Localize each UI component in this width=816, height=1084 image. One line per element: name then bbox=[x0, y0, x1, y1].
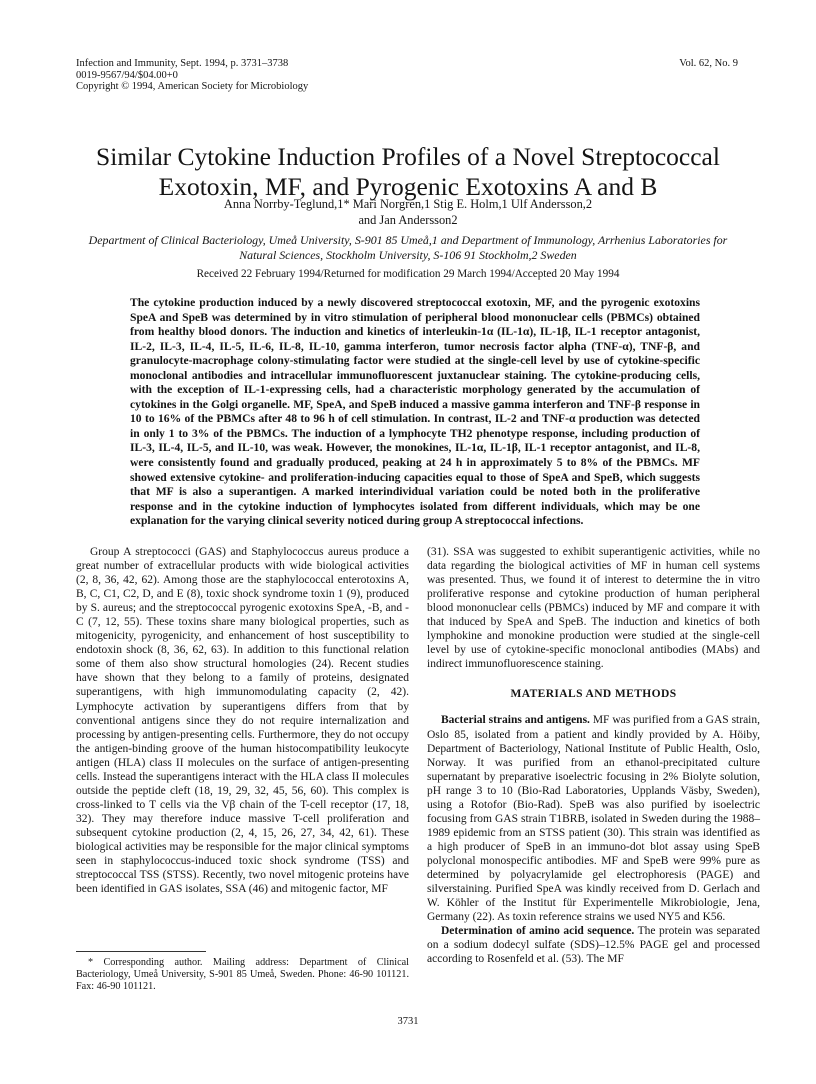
article-title: Similar Cytokine Induction Profiles of a Novel Streptococcal Exotoxin, MF, and Pyrogenic Exotoxins A and B bbox=[96, 142, 720, 201]
issn: 0019-9567/94/$04.00+0 bbox=[76, 69, 178, 81]
body-column-right bbox=[427, 545, 760, 966]
body-column-left bbox=[76, 545, 409, 896]
paragraph-heading: Bacterial strains and antigens. bbox=[441, 714, 590, 727]
paragraph-text: MF was purified from a GAS strain, Oslo 85, isolated from a patient and kindly provided by A. Höiby, Department of Bacteriology, National Institute of Public Health, Oslo, Norway. It was purified from an ethanol-precipitated culture supernatant by preparative isoelectric focusing in 2% Biolyte solution, pH range 3 to 10 (Bio-Rad Laboratories, Upplands Väsby, Sweden), using a Rotofor (Bio-Rad). SpeB was also purified by isoelectric focusing from GAS strain T1BRB, isolated in Sweden during the 1988–1989 epidemic from an STSS patient (30). This strain was identified as a high producer of SpeB in an immuno-dot blot assay using SpeB polyclonal monospecific antibodies. MF and SpeB were 99% pure as determined by polyacrylamide gel electrophoresis (PAGE) and silverstaining. Purified SpeA was kindly received from D. Gerlach and W. Köhler of the Institut für Experimentelle Mikrobiologie, Jena, Germany (22). As toxin reference strains we used NY5 and K56. bbox=[427, 714, 760, 924]
intro-paragraph: Group A streptococci (GAS) and Staphylococcus aureus produce a great number of extracellular products with wide biological activities (2, 8, 36, 42, 62). Among those are the staphylococcal enterotoxins A, B, C, C1, C2, D, and E (8), toxic shock syndrome toxin 1 (9), produced by S. aureus; and the streptococcal pyrogenic exotoxins SpeA, -B, and -C (7, 12, 55). These toxins share many biological properties, such as mitogenicity, pyrogenicity, and enhancement of host susceptibility to endotoxin shock (8, 36, 62, 63). In addition to this functional relation some of them also show structural homologies (24). Recent studies have shown that they belong to a family of proteins, designated superantigens, with high immunomodulating capacity (2, 42). Lymphocyte activation by superantigens differs from that by conventional antigens since they do not require internalization and processing by antigen-presenting cells. Furthermore, they do not occupy the antigen-binding groove of the human histocompatibility leukocyte antigen (HLA) class II molecules on the surface of antigen-presenting cells. Instead the superantigens interact with the HLA class II molecules outside the peptide cleft (18, 19, 29, 32, 45, 56, 60). This complex is cross-linked to T cells via the Vβ chain of the T-cell receptor (17, 18, 32). They may therefore induce massive T-cell proliferation and subsequent cytokine production (2, 4, 15, 26, 27, 34, 42, 61). These biological activities may be responsible for the major clinical symptoms seen in staphylococcus-induced toxic shock syndrome (TSS) and streptococcal TSS (STSS). Recently, two novel mitogenic proteins have been identified in GAS isolates, SSA (46) and mitogenic factor, MF bbox=[76, 546, 409, 896]
authors-line-2: and Jan Andersson2 bbox=[358, 212, 458, 227]
paragraph-text: The protein was separated on a sodium dodecyl sulfate (SDS)–12.5% PAGE gel and processed according to Rosenfeld et al. (53). The MF bbox=[427, 925, 760, 966]
page-number: 3731 bbox=[397, 1016, 419, 1027]
paragraph-heading: Determination of amino acid sequence. bbox=[441, 925, 635, 938]
authors-line-1: Anna Norrby-Teglund,1* Mari Norgren,1 Stig E. Holm,1 Ulf Andersson,2 bbox=[223, 197, 593, 211]
received-dates: Received 22 February 1994/Returned for modification 29 March 1994/Accepted 20 May 1994 bbox=[196, 268, 620, 280]
methods-paragraph-amino-acid bbox=[427, 924, 760, 966]
journal-citation: Infection and Immunity, Sept. 1994, p. 3731–3738 bbox=[76, 58, 289, 69]
corresponding-author-footnote: * Corresponding author. Mailing address: Department of Clinical Bacteriology, Umeå University, S-901 85 Umeå, Sweden. Phone: 46-90 101121. Fax: 46-90 101121. bbox=[76, 957, 409, 993]
footnote-rule bbox=[76, 951, 206, 952]
running-header bbox=[76, 58, 308, 93]
affiliations: Department of Clinical Bacteriology, Umeå University, S-901 85 Umeå,1 and Department of Immunology, Arrhenius Laboratories for Natural Sciences, Stockholm University, S-106 91 Stockholm,2 Sweden bbox=[88, 233, 728, 262]
copyright: Copyright © 1994, American Society for Microbiology bbox=[76, 81, 309, 93]
author-list bbox=[70, 197, 746, 228]
intro-continuation: (31). SSA was suggested to exhibit superantigenic activities, while no data regarding the biological activities of MF in human cell systems was presented. Thus, we found it of interest to determine the in vitro proliferative response and cytokine production of human peripheral blood mononuclear cells (PBMCs) induced by MF and compare it with that induced by SpeA and SpeB. The induction and kinetics of both lymphokine and monokine production were studied at the single-cell level by use of cytokine-specific monoclonal antibodies (MAbs) and indirect immunofluorescence staining. bbox=[427, 546, 760, 671]
abstract: The cytokine production induced by a newly discovered streptococcal exotoxin, MF, and the pyrogenic exotoxins SpeA and SpeB was determined by in vitro stimulation of peripheral blood mononuclear cells (PBMCs) obtained from healthy blood donors. The induction and kinetics of interleukin-1α (IL-1α), IL-1β, IL-1 receptor antagonist, IL-2, IL-3, IL-4, IL-5, IL-6, IL-8, IL-10, gamma interferon, tumor necrosis factor alpha (TNF-α), TNF-β, and granulocyte-macrophage colony-stimulating factor were studied at the single-cell level by use of cytokine-specific monoclonal antibodies and intracellular immunofluorescent juxtanuclear staining. The cytokine-producing cells, with the exception of IL-1-expressing cells, had a characteristic morphology generated by the accumulation of cytokines in the Golgi organelle. MF, SpeA, and SpeB induced a massive gamma interferon and TNF-β response in 10 to 16% of the PBMCs after 48 to 96 h of cell stimulation. In contrast, IL-2 and TNF-α production was detected in only 1 to 3% of the PBMCs. The induction of a lymphocyte TH2 phenotype response, including production of IL-3, IL-4, IL-5, and IL-10, was weak. However, the monokines, IL-1α, IL-1β, IL-1 receptor antagonist, and IL-8, were consistently found and gradually produced, peaking at 24 h in approximately 5 to 8% of the PBMCs. MF showed extensive cytokine- and proliferation-inducing capacities equal to those of SpeA and SpeB, which suggests that MF is also a superantigen. A marked interindividual variation could be noted both in the proliferative response and in the cytokine induction of lymphocytes isolated from different individuals, which may be one explanation for the varying clinical severity noticed during group A streptococcal infections. bbox=[130, 296, 700, 528]
methods-paragraph-bacterial-strains bbox=[427, 713, 760, 924]
section-heading: MATERIALS AND METHODS bbox=[510, 688, 677, 701]
volume-issue: Vol. 62, No. 9 bbox=[679, 58, 738, 69]
